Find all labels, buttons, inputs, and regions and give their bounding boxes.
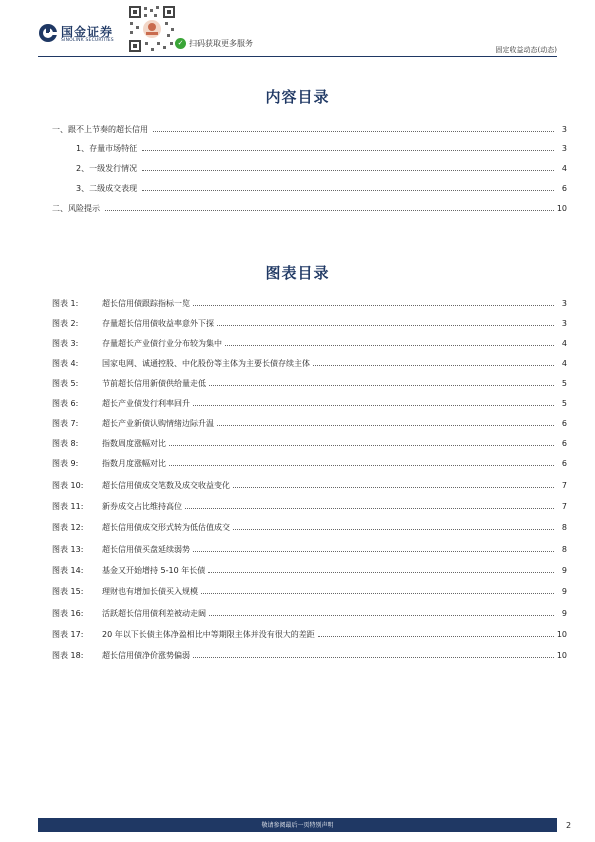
figure-page: 5 [561,399,567,408]
figure-item[interactable] [52,629,567,641]
toc-leader-dots [169,444,554,446]
company-logo [38,21,124,45]
figure-page: 6 [561,459,567,468]
toc-leader-dots [233,486,554,488]
figure-item[interactable] [52,438,567,450]
toc-leader-dots [185,507,554,509]
toc-item-page: 10 [556,204,567,213]
toc-leader-dots [208,571,554,573]
toc-leader-dots [209,384,554,386]
figure-page: 3 [561,299,567,308]
figure-title: 超长信用债净价涨势偏弱 [102,651,190,660]
figure-label: 图表 10: [52,481,84,490]
figure-page: 8 [561,523,567,532]
toc-item[interactable] [52,203,567,215]
toc-leader-dots [193,404,554,406]
toc-item-text: 3、二级成交表现 [76,184,138,193]
figure-title: 超长信用债跟踪指标一览 [102,299,190,308]
toc-leader-dots [105,209,554,211]
figure-title: 超长产业债发行利率回升 [102,399,190,408]
toc-item[interactable] [52,163,567,175]
toc-leader-dots [233,528,554,530]
figure-page: 7 [561,502,567,511]
page-header [0,0,595,60]
qr-code-icon[interactable] [127,4,177,54]
figure-label: 图表 15: [52,587,84,596]
figure-item[interactable] [52,586,567,598]
toc-item-page: 4 [561,164,567,173]
figure-item[interactable] [52,298,567,310]
figure-label: 图表 16: [52,609,84,618]
figure-title: 活跃超长信用债利差被动走阔 [102,609,206,618]
contents-title: 内容目录 [265,88,330,106]
figure-item[interactable] [52,338,567,350]
figure-title: 超长信用债买盘延续弱势 [102,545,190,554]
figure-item[interactable] [52,522,567,534]
figure-item[interactable] [52,378,567,390]
toc-leader-dots [318,635,554,637]
figure-label: 图表 4: [52,359,79,368]
toc-item[interactable] [52,124,567,136]
figure-title: 基金又开始增持 5-10 年长债 [102,566,206,575]
toc-leader-dots [209,614,554,616]
figure-title: 20 年以下长债主体净盈相比中等期限主体并没有很大的差距 [102,630,315,639]
page-number: 2 [566,821,572,830]
toc-item-text: 2、一级发行情况 [76,164,138,173]
figure-item[interactable] [52,358,567,370]
figures-title: 图表目录 [265,264,330,282]
figure-item[interactable] [52,544,567,556]
toc-item[interactable] [52,143,567,155]
logo-english-name: SINOLINK SECURITIES [61,38,114,43]
toc-leader-dots [153,130,554,132]
qr-caption: 扫码获取更多服务 [189,39,253,48]
footer-bar [38,818,557,832]
figure-label: 图表 6: [52,399,79,408]
figure-title: 存量超长信用债收益率意外下探 [102,319,214,328]
header-divider [38,56,557,57]
figure-label: 图表 7: [52,419,79,428]
figure-page: 9 [561,566,567,575]
report-type: 固定收益动态(动态) [495,46,557,54]
toc-item-page: 3 [561,144,567,153]
figure-page: 6 [561,419,567,428]
figure-item[interactable] [52,458,567,470]
figure-page: 9 [561,609,567,618]
figure-title: 新券成交占比维持高位 [102,502,182,511]
figure-item[interactable] [52,565,567,577]
toc-leader-dots [217,424,554,426]
toc-leader-dots [193,656,554,658]
figure-page: 4 [561,359,567,368]
toc-leader-dots [193,550,554,552]
toc-leader-dots [193,304,554,306]
figure-page: 8 [561,545,567,554]
toc-leader-dots [169,464,554,466]
toc-leader-dots [217,324,554,326]
figure-label: 图表 18: [52,651,84,660]
figure-item[interactable] [52,608,567,620]
figure-label: 图表 9: [52,459,79,468]
figure-page: 10 [556,630,567,639]
figure-label: 图表 12: [52,523,84,532]
toc-leader-dots [225,344,554,346]
figure-page: 10 [556,651,567,660]
figure-title: 理财也有增加长债买入规模 [102,587,198,596]
figure-label: 图表 3: [52,339,79,348]
toc-leader-dots [142,169,554,171]
figure-label: 图表 8: [52,439,79,448]
wechat-badge-icon: ✓ [175,38,186,49]
toc-item-page: 3 [561,125,567,134]
figure-label: 图表 13: [52,545,84,554]
toc-item-text: 一、跟不上节奏的超长信用 [52,125,148,134]
figure-label: 图表 2: [52,319,79,328]
figure-page: 3 [561,319,567,328]
figure-page: 4 [561,339,567,348]
figure-title: 指数周度涨幅对比 [102,439,166,448]
figure-label: 图表 1: [52,299,79,308]
logo-chinese-name: 国金证券 [61,25,114,39]
figure-page: 9 [561,587,567,596]
figure-title: 指数月度涨幅对比 [102,459,166,468]
toc-item-page: 6 [561,184,567,193]
figure-page: 6 [561,439,567,448]
figure-page: 5 [561,379,567,388]
figure-item[interactable] [52,650,567,662]
figure-title: 超长信用债成交笔数及成交收益变化 [102,481,230,490]
figure-title: 节前超长信用新债供给量走低 [102,379,206,388]
toc-leader-dots [201,592,554,594]
figure-title: 国家电网、诚通控股、中化股份等主体为主要长债存续主体 [102,359,310,368]
toc-item-text: 1、存量市场特征 [76,144,138,153]
figure-label: 图表 11: [52,502,84,511]
toc-leader-dots [142,149,554,151]
figure-label: 图表 5: [52,379,79,388]
footer-disclaimer: 敬请参阅最后一页特别声明 [261,822,334,829]
toc-item-text: 二、风险提示 [52,204,100,213]
figure-item[interactable] [52,480,567,492]
toc-item[interactable] [52,183,567,195]
figure-title: 超长产业新债认购情绪边际升温 [102,419,214,428]
figure-title: 超长信用债成交形式转为低估值成交 [102,523,230,532]
sinolink-logo-icon [38,23,58,43]
figure-label: 图表 14: [52,566,84,575]
figure-item[interactable] [52,418,567,430]
figure-title: 存量超长产业债行业分布较为集中 [102,339,222,348]
figure-item[interactable] [52,501,567,513]
toc-leader-dots [313,364,554,366]
figure-item[interactable] [52,398,567,410]
figure-label: 图表 17: [52,630,84,639]
figure-page: 7 [561,481,567,490]
toc-leader-dots [142,189,554,191]
figure-item[interactable] [52,318,567,330]
